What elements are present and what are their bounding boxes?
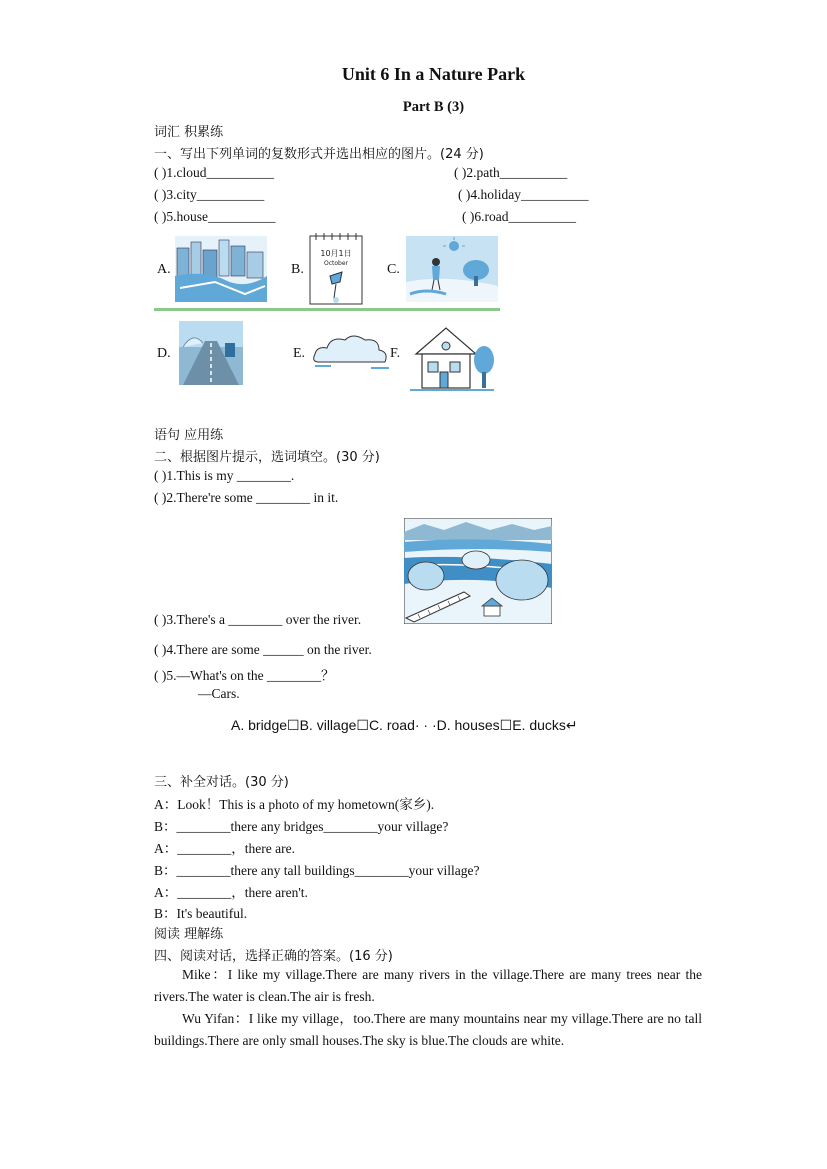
- question-3-heading: 三、补全对话。(30 分): [154, 775, 289, 790]
- dialogue-line-1: A：Look！This is a photo of my hometown(家乡).: [154, 797, 435, 812]
- park-picture: [406, 236, 498, 302]
- house-picture: [406, 320, 498, 396]
- section-tag-sentences: 语句 应用练: [154, 428, 224, 443]
- passage-wu-yifan: Wu Yifan：I like my village，too.There are many mountains near my village.There are no tall buildings.There are only small houses.The sky is blue.The clouds are white.: [154, 1011, 702, 1048]
- picture-letter-c: C.: [387, 262, 400, 277]
- cloud-picture: [311, 332, 391, 374]
- q1-item-3: ( )3.city__________: [154, 187, 265, 202]
- question-4-heading: 四、阅读对话，选择正确的答案。(16 分): [154, 949, 393, 964]
- picture-divider: [154, 308, 500, 311]
- picture-letter-d: D.: [157, 346, 171, 361]
- picture-letter-b: B.: [291, 262, 304, 277]
- dialogue-line-3: A：________，there are.: [154, 841, 295, 856]
- q1-item-6: ( )6.road__________: [462, 209, 576, 224]
- picture-letter-e: E.: [293, 346, 306, 361]
- page-title: Unit 6 In a Nature Park: [341, 64, 526, 84]
- q1-item-2: ( )2.path__________: [454, 165, 568, 180]
- dialogue-line-6: B：It's beautiful.: [154, 906, 248, 921]
- picture-letter-f: F.: [390, 346, 401, 361]
- reading-passage: [154, 964, 702, 1052]
- question-1-heading: 一、写出下列单词的复数形式并选出相应的图片。(24 分): [154, 147, 484, 162]
- calendar-picture: [308, 232, 364, 306]
- q2-item-3: ( )3.There's a ________ over the river.: [154, 612, 362, 627]
- picture-letter-a: A.: [157, 262, 171, 277]
- q1-item-1: ( )1.cloud__________: [154, 165, 274, 180]
- section-tag-reading: 阅读 理解练: [154, 927, 224, 942]
- q2-word-options: A. bridge☐B. village☐C. road· · ·D. houses☐E. ducks↵: [231, 717, 578, 733]
- q2-answer-5: —Cars.: [198, 686, 240, 701]
- q2-item-5: ( )5.—What's on the ________？: [154, 668, 335, 683]
- question-2-heading: 二、根据图片提示，选词填空。(30 分): [154, 450, 380, 465]
- q1-item-5: ( )5.house__________: [154, 209, 276, 224]
- calendar-date: 10月1日: [320, 249, 352, 258]
- dialogue-line-5: A：________，there aren't.: [154, 885, 308, 900]
- passage-mike: Mike：I like my village.There are many rivers in the village.There are many trees near the rivers.The water is clean.The air is fresh.: [154, 967, 702, 1004]
- section-tag-vocabulary: 词汇 积累练: [154, 125, 224, 140]
- road-picture: [179, 321, 243, 385]
- q2-item-2: ( )2.There're some ________ in it.: [154, 490, 339, 505]
- q2-item-1: ( )1.This is my ________.: [154, 468, 295, 483]
- page-subtitle: Part B (3): [402, 99, 465, 115]
- q1-item-4: ( )4.holiday__________: [458, 187, 589, 202]
- dialogue-line-2: B：________there any bridges________your village?: [154, 819, 449, 834]
- city-picture: [175, 236, 267, 302]
- village-picture: [404, 518, 552, 624]
- calendar-month: October: [323, 260, 349, 267]
- q2-item-4: ( )4.There are some ______ on the river.: [154, 642, 372, 657]
- dialogue-line-4: B：________there any tall buildings________your village?: [154, 863, 480, 878]
